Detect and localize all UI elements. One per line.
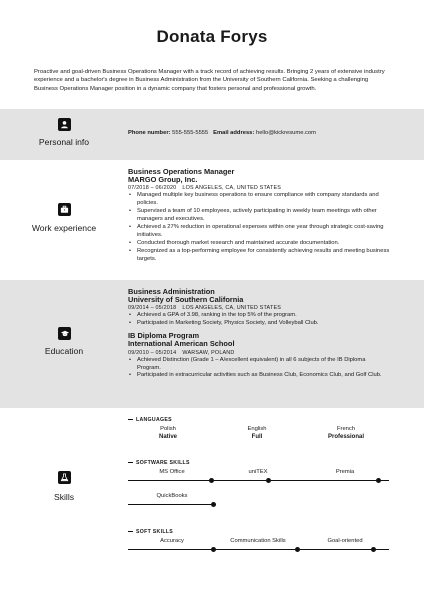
job-meta (128, 184, 390, 192)
languages-heading: LANGUAGES (128, 417, 172, 423)
skill-bar (214, 480, 302, 481)
language-level: Native (158, 434, 177, 440)
flask-icon (58, 471, 71, 484)
list-item: • Achieved a GPA of 3.98, ranking in the top 5% of the program. (128, 312, 390, 320)
skill-item (128, 468, 216, 481)
briefcase-icon (58, 203, 71, 216)
job-bullets (128, 192, 390, 263)
education-entry (128, 288, 390, 328)
skill-item (214, 468, 302, 481)
phone-label: Phone number: (128, 130, 171, 136)
soft-skills-heading: SOFT SKILLS (128, 529, 173, 535)
skill-name: Accuracy (160, 538, 184, 544)
email-value: hello@kickresume.com (255, 130, 316, 136)
list-item: • Recognized as a top-performing employee for consistently achieving results and meeting business targets. (128, 248, 390, 264)
list-item: • Supervised a team of 10 employees, actively participating in weekly team meetings with other managers and executives. (128, 208, 390, 224)
education-dates: 09/2014 – 05/2018 (128, 305, 177, 312)
job-dates: 07/2018 – 06/2020 (128, 185, 177, 192)
skill-bar (128, 504, 216, 505)
email-label: Email address: (213, 130, 255, 136)
education-bullets (128, 357, 390, 381)
skill-bar (301, 480, 389, 481)
skill-level-marker (376, 478, 381, 483)
degree-title: Business Administration (128, 287, 215, 296)
skill-bar (214, 549, 302, 550)
language-level: Professional (327, 434, 364, 440)
education-section (0, 280, 424, 408)
phone-value: 555-555-5555 (172, 130, 209, 136)
education-bullets (128, 312, 390, 328)
contact-line (128, 130, 390, 136)
skill-bar (301, 549, 389, 550)
skill-level-marker (371, 547, 376, 552)
section-title-personal-info: Personal info (38, 137, 90, 147)
list-item: • Managed multiple key business operations to ensure compliance with company standards and policies. (128, 192, 390, 208)
skill-item (128, 537, 216, 550)
list-item: • Participated in Marketing Society, Physics Society, and Volleyball Club. (128, 320, 390, 328)
education-location: WARSAW, POLAND (182, 349, 235, 356)
list-item: • Achieved Distinction (Grade 1 – A/excellent equivalent) in all 6 subjects of the IB Diploma Program. (128, 357, 390, 373)
list-item: • Conducted thorough market research and maintained accurate documentation. (128, 240, 390, 248)
list-item: • Participated in extracurricular activities such as Business Club, Economics Club, and Golf Club. (128, 372, 390, 380)
skill-level-marker (211, 502, 216, 507)
skill-item (128, 492, 216, 505)
section-title-education: Education (44, 346, 84, 356)
language-item (123, 425, 213, 441)
skills-section (0, 408, 424, 600)
software-skills-heading: SOFTWARE SKILLS (128, 460, 190, 466)
resume-name: Donata Forys (156, 27, 268, 46)
education-meta (128, 304, 390, 312)
person-icon (58, 118, 71, 131)
section-title-work-experience: Work experience (31, 223, 97, 233)
skill-level-marker (266, 478, 271, 483)
language-item (212, 425, 302, 441)
school-name: University of Southern California (128, 295, 244, 305)
skill-name: MS Office (159, 469, 185, 475)
personal-info-section (0, 109, 424, 160)
degree-title: IB Diploma Program (128, 331, 200, 341)
language-name: English (247, 426, 267, 432)
school-name: International American School (128, 339, 235, 349)
job-location: LOS ANGELES, CA, UNITED STATES (182, 185, 282, 192)
skill-bar (128, 480, 216, 481)
section-title-skills: Skills (53, 492, 75, 502)
skill-name: Premia (335, 469, 355, 475)
language-level: Full (251, 434, 263, 440)
skill-item (301, 537, 389, 550)
skill-level-marker (295, 547, 300, 552)
summary-text: Proactive and goal-driven Business Operations Manager with a track record of achieving results. Bringing 2 years of extensive industry experience and a bachelor's degree in Business Administration from the University of Southern California. Seeking a challenging Business Operations Manager position in a dynamic company that fosters personal and professional growth. (34, 69, 385, 92)
language-name: French (336, 426, 356, 432)
language-item (301, 425, 391, 441)
skill-bar (128, 549, 216, 550)
education-dates: 09/2010 – 05/2014 (128, 349, 177, 356)
skill-name: Communication Skills (230, 538, 286, 544)
job-title: Business Operations Manager (128, 167, 235, 176)
skill-item (301, 468, 389, 481)
list-item: • Achieved a 27% reduction in operational expenses within one year through strategic cost-saving initiatives. (128, 224, 390, 240)
graduation-cap-icon (58, 327, 71, 340)
education-entry (128, 332, 390, 380)
language-name: Polish (160, 426, 176, 432)
education-meta (128, 349, 390, 357)
skill-name: uniTEX (248, 469, 268, 475)
education-location: LOS ANGELES, CA, UNITED STATES (182, 305, 282, 312)
company-name: MARGO Group, Inc. (128, 175, 198, 185)
skill-name: QuickBooks (156, 493, 188, 499)
skill-name: Goal-oriented (327, 538, 363, 544)
experience-section (0, 160, 424, 280)
skill-item (214, 537, 302, 550)
